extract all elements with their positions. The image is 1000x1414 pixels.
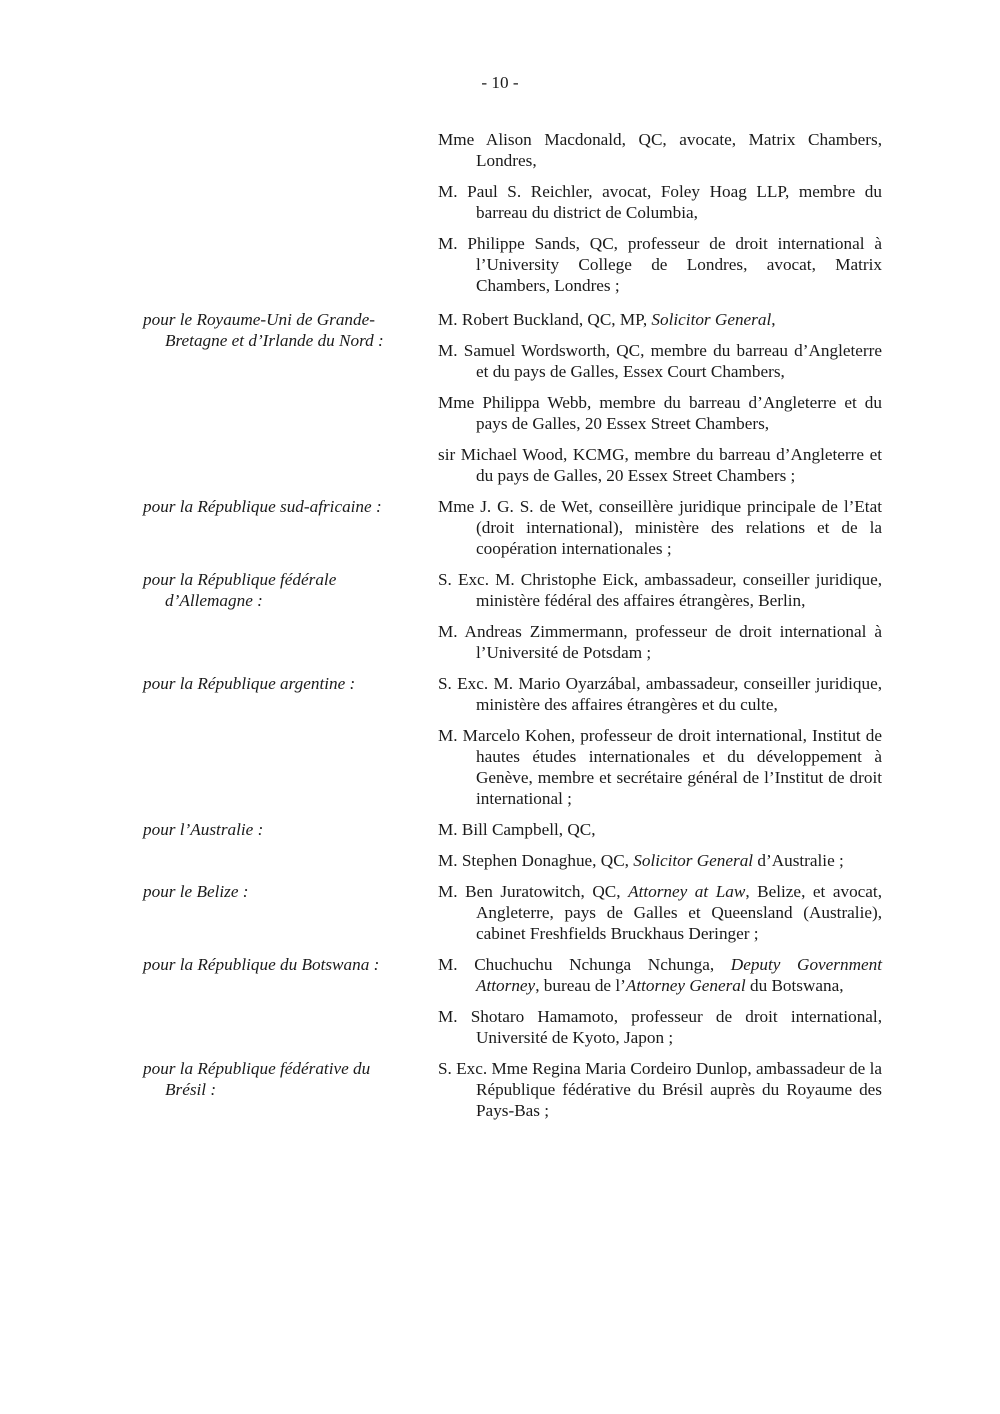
counsel-entry: M. Chuchuchu Nchunga Nchunga, Deputy Government Attorney, bureau de l’Attorney General du Botswana, [438, 955, 883, 995]
delegation-label: pour l’Australie : [143, 820, 264, 839]
delegation-row [0, 1058, 1000, 1121]
delegation-label: pour la République sud-africaine : [143, 497, 382, 516]
delegation-label: pour la République fédérative du Brésil : [143, 1059, 371, 1099]
counsel-entry: sir Michael Wood, KCMG, membre du barreau d’Angleterre et du pays de Galles, 20 Essex Street Chambers ; [438, 445, 882, 485]
counsel-entry: M. Marcelo Kohen, professeur de droit international, Institut de hautes études internationales et du développement à Genève, membre et secrétaire général de l’Institut de droit international ; [438, 726, 882, 808]
delegation-row [0, 309, 1000, 486]
counsel-entry: Mme Alison Macdonald, QC, avocate, Matrix Chambers, Londres, [438, 130, 882, 170]
counsel-entry: Mme J. G. S. de Wet, conseillère juridique principale de l’Etat (droit international), ministère des relations et de la coopération internationales ; [438, 497, 882, 558]
delegation-row [0, 819, 1000, 871]
delegation-row [0, 673, 1000, 809]
delegation-row [0, 496, 1000, 559]
counsel-entry: M. Bill Campbell, QC, [438, 820, 596, 839]
delegation-label: pour la République du Botswana : [143, 955, 380, 974]
counsel-entry: M. Samuel Wordsworth, QC, membre du barreau d’Angleterre et du pays de Galles, Essex Court Chambers, [438, 341, 882, 381]
delegation-row [0, 569, 1000, 663]
delegation-row [0, 881, 1000, 944]
counsel-entry: M. Andreas Zimmermann, professeur de droit international à l’Université de Potsdam ; [438, 622, 882, 662]
delegation-label: pour le Belize : [143, 882, 249, 901]
page-number: - 10 - [481, 73, 519, 92]
counsel-entry: S. Exc. M. Mario Oyarzábal, ambassadeur, conseiller juridique, ministère des affaires étrangères et du culte, [438, 674, 882, 714]
counsel-entry: M. Shotaro Hamamoto, professeur de droit international, Université de Kyoto, Japon ; [438, 1007, 882, 1047]
delegations-list [0, 309, 1000, 1131]
delegation-label: pour le Royaume-Uni de Grande-Bretagne et d’Irlande du Nord : [143, 310, 384, 350]
delegation-label: pour la République argentine : [143, 674, 356, 693]
delegation-label: pour la République fédérale d’Allemagne : [143, 570, 337, 610]
counsel-entry: M. Stephen Donaghue, QC, Solicitor General d’Australie ; [438, 851, 844, 870]
counsel-entry: M. Paul S. Reichler, avocat, Foley Hoag LLP, membre du barreau du district de Columbia, [438, 182, 882, 222]
counsel-entry: S. Exc. Mme Regina Maria Cordeiro Dunlop, ambassadeur de la République fédérative du Brésil auprès du Royaume des Pays-Bas ; [438, 1059, 882, 1120]
counsel-entry: M. Robert Buckland, QC, MP, Solicitor General, [438, 310, 776, 329]
counsel-entry: Mme Philippa Webb, membre du barreau d’Angleterre et du pays de Galles, 20 Essex Street Chambers, [438, 393, 882, 433]
counsel-entry: M. Ben Juratowitch, QC, Attorney at Law, Belize, et avocat, Angleterre, pays de Galles et Queensland (Australie), cabinet Freshfields Bruckhaus Deringer ; [438, 882, 882, 943]
continuation-block [0, 129, 1000, 306]
counsel-entry: M. Philippe Sands, QC, professeur de droit international à l’University College de Londres, avocat, Matrix Chambers, Londres ; [438, 234, 882, 295]
counsel-entry: S. Exc. M. Christophe Eick, ambassadeur, conseiller juridique, ministère fédéral des affaires étrangères, Berlin, [438, 570, 882, 610]
delegation-row [0, 954, 1000, 1048]
